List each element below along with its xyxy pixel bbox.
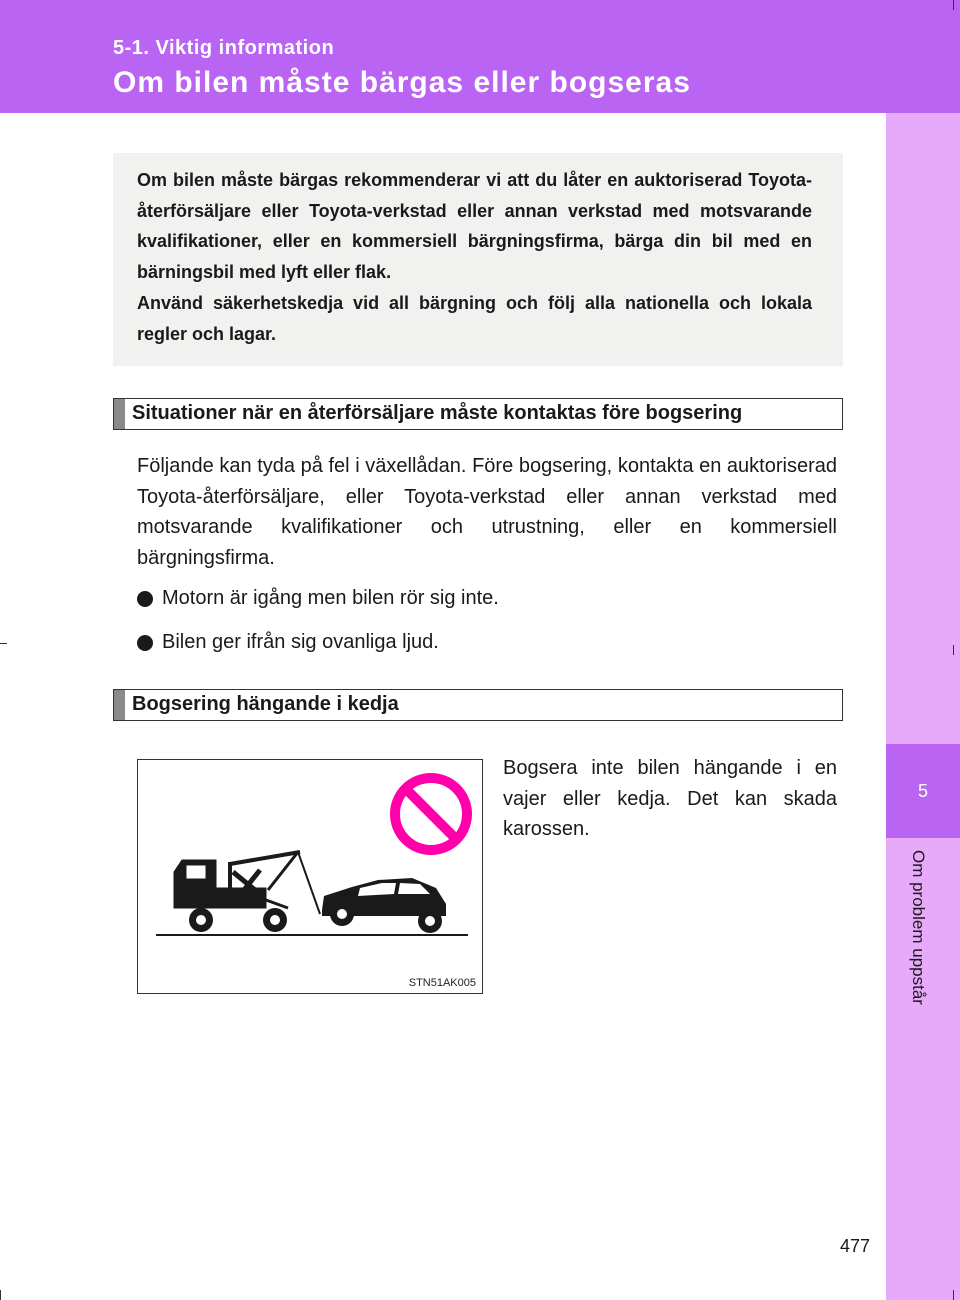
bullet-text: Motorn är igång men bilen rör sig inte. xyxy=(162,587,499,609)
section-heading-label: Situationer när en återförsäljare måste kontaktas före bogsering xyxy=(132,402,743,424)
chain-body xyxy=(503,753,837,845)
intro-paragraph: Om bilen måste bärgas rekommenderar vi att du låter en auktoriserad Toyota-återförsäljare eller Toyota-verkstad eller annan verkstad med motsvarande kvalifikationer, eller en kommersiell bärgningsfirma, bärga din bil med en bärningsbil med lyft eller flak. xyxy=(137,170,812,283)
section-paragraph: Bogsera inte bilen hängande i en vajer eller kedja. Det kan skada karossen. xyxy=(503,757,837,841)
bullet-item xyxy=(137,587,499,610)
crop-mark xyxy=(953,0,954,10)
prohibition-icon xyxy=(395,778,467,850)
crop-mark xyxy=(953,645,954,655)
intro-paragraph: Använd säkerhetskedja vid all bärgning och följ alla nationella och lokala regler och lagar. xyxy=(137,292,812,344)
crop-mark xyxy=(953,1290,954,1300)
tow-truck-figure xyxy=(137,759,483,994)
chapter-side-tab xyxy=(886,113,960,1300)
bullet-icon xyxy=(137,635,153,651)
intro-text xyxy=(137,165,812,349)
heading-bar xyxy=(114,399,125,429)
section-label: 5-1. Viktig information xyxy=(113,37,335,59)
section-heading-chain xyxy=(113,689,843,721)
section-heading-label: Bogsering hängande i kedja xyxy=(132,693,399,715)
crop-mark xyxy=(0,1290,1,1300)
section-paragraph: Följande kan tyda på fel i växellådan. Före bogsering, kontakta en auktoriserad Toyota-återförsäljare, eller Toyota-verkstad eller annan verkstad med motsvarande kvalifikationer och utrustning, eller en kommersiell bärgningsfirma. xyxy=(137,455,837,570)
crop-mark xyxy=(0,643,7,644)
section-heading-dealer xyxy=(113,398,843,430)
figure-code: STN51AK005 xyxy=(408,977,476,989)
page-header xyxy=(0,0,960,113)
page-number: 477 xyxy=(840,1236,871,1256)
chapter-number: 5 xyxy=(886,744,960,838)
bullet-item xyxy=(137,631,439,654)
section-body xyxy=(137,451,837,574)
chapter-title: Om problem uppstår xyxy=(909,850,928,1005)
heading-bar xyxy=(114,690,125,720)
bullet-text: Bilen ger ifrån sig ovanliga ljud. xyxy=(162,631,439,653)
tow-truck-illustration xyxy=(138,760,484,995)
bullet-icon xyxy=(137,591,153,607)
page-title: Om bilen måste bärgas eller bogseras xyxy=(113,66,691,99)
